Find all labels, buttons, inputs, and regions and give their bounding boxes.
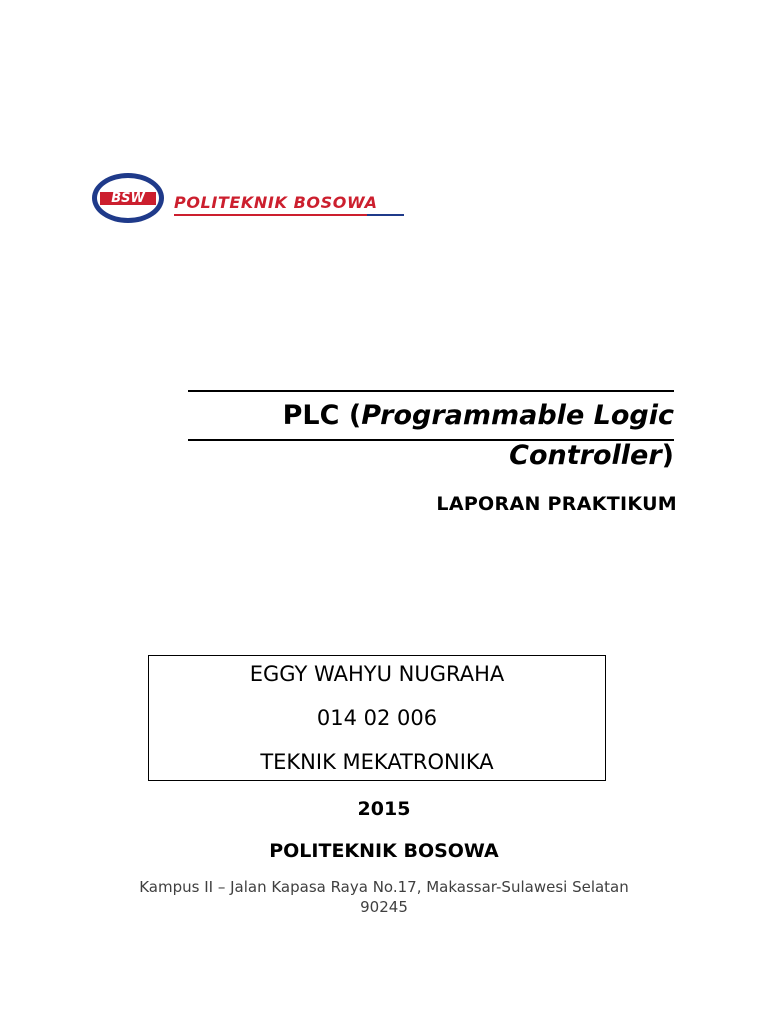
title-italic-2: Controller [509, 440, 662, 471]
student-id: 014 02 006 [316, 706, 438, 730]
address-line-1: Kampus II – Jalan Kapasa Raya No.17, Makassar-Sulawesi Selatan [139, 878, 629, 896]
report-year: 2015 [357, 798, 411, 820]
title-suffix: ) [661, 440, 674, 471]
title-italic-1: Programmable Logic [361, 400, 674, 431]
address-line-2: 90245 [360, 898, 408, 916]
title-rule-top [188, 390, 674, 392]
bsw-emblem-icon [90, 170, 166, 226]
institution-logo [90, 170, 410, 230]
student-info-box [148, 655, 606, 781]
report-title-line-2 [509, 438, 674, 474]
emblem-text: BSW [111, 191, 145, 206]
student-name: EGGY WAHYU NUGRAHA [249, 662, 505, 686]
report-subtitle: LAPORAN PRAKTIKUM [436, 493, 677, 515]
student-program: TEKNIK MEKATRONIKA [260, 750, 494, 774]
report-title-line-1 [283, 398, 674, 434]
institution-name: POLITEKNIK BOSOWA [269, 840, 499, 862]
logo-name: POLITEKNIK BOSOWA [174, 193, 378, 212]
title-prefix: PLC ( [282, 400, 362, 431]
logo-underline [174, 214, 404, 216]
